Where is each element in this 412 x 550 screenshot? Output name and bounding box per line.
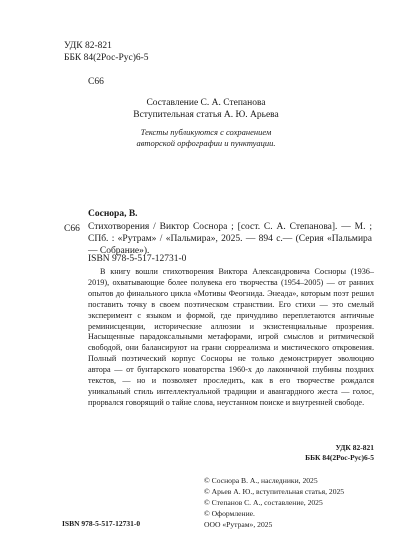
udk-code: УДК 82-821 — [335, 443, 374, 452]
credits-block — [0, 97, 412, 121]
udk-code: УДК 82-821 — [64, 41, 112, 51]
udk-bbk-bottom — [270, 443, 374, 463]
isbn-bottom: ISBN 978-5-517-12731-0 — [62, 519, 141, 528]
note-line: авторской орфографии и пунктуации. — [136, 138, 276, 148]
copyright-block — [204, 475, 344, 530]
annotation — [88, 267, 374, 409]
compiler-credit: Составление С. А. Степанова — [146, 98, 266, 108]
introduction-credit: Вступительная статья А. Ю. Арьева — [133, 110, 279, 120]
annotation-paragraph: В книгу вошли стихотворения Виктора Александровича Сосноры (1936–2019), охватывающие более полувека его творчества (1954–2005) — от ранних опытов до финального цикла «Мотивы Феогнида. Энеада», которым поэт решил поставить точку в своем поэтическом странствии. Его стихи — это смелый эксперимент с языком и формой, где причудливо переплетаются античные реминисценции, исторические аллюзии и экзистенциальные прозрения. Насыщенные парадоксальными метафорами, игрой смыслов и ритмической свободой, они балансируют на грани сюрреализма и мистического откровения. Полный поэтический корпус Сосноры не только демонстрирует эволюцию автора — от бунтарского новаторства 1960-х до лаконичной глубины поздних текстов, — но и позволяет проследить, как в его творчестве рождался уникальный стиль интеллектуальной традиции и авангардного жеста — голос, прорвался говорящий о тайне слова, неустанном поиске и внутренней свободе. — [88, 267, 374, 407]
copyright-line: © Степанов С. А., составление, 2025 — [204, 498, 323, 507]
udk-bbk-top — [64, 40, 149, 64]
bibliographic-description: Стихотворения / Виктор Соснора ; [сост. С. А. Степанова]. — М. ; СПб. : «Рутрам» / «Пальмира», 2025. — 894 с.— (Серия «Пальмира — Собрание»). — [88, 222, 372, 256]
isbn: ISBN 978-5-517-12731-0 — [88, 254, 187, 264]
author-heading: Соснора, В. — [88, 209, 138, 219]
copyright-line: © Оформление. — [204, 509, 255, 518]
bbk-code: ББК 84(2Рос-Рус)6-5 — [64, 53, 149, 63]
orthography-note — [0, 127, 412, 149]
copyright-line: © Арьев А. Ю., вступительная статья, 2025 — [204, 487, 345, 496]
author-mark: С66 — [64, 224, 80, 234]
author-mark-top: С66 — [88, 77, 104, 87]
copyright-line: © Соснора В. А., наследники, 2025 — [204, 476, 318, 485]
copyright-line: ООО «Рутрам», 2025 — [204, 520, 273, 529]
note-line: Тексты публикуются с сохранением — [140, 127, 272, 137]
bbk-code: ББК 84(2Рос-Рус)6-5 — [305, 453, 374, 462]
